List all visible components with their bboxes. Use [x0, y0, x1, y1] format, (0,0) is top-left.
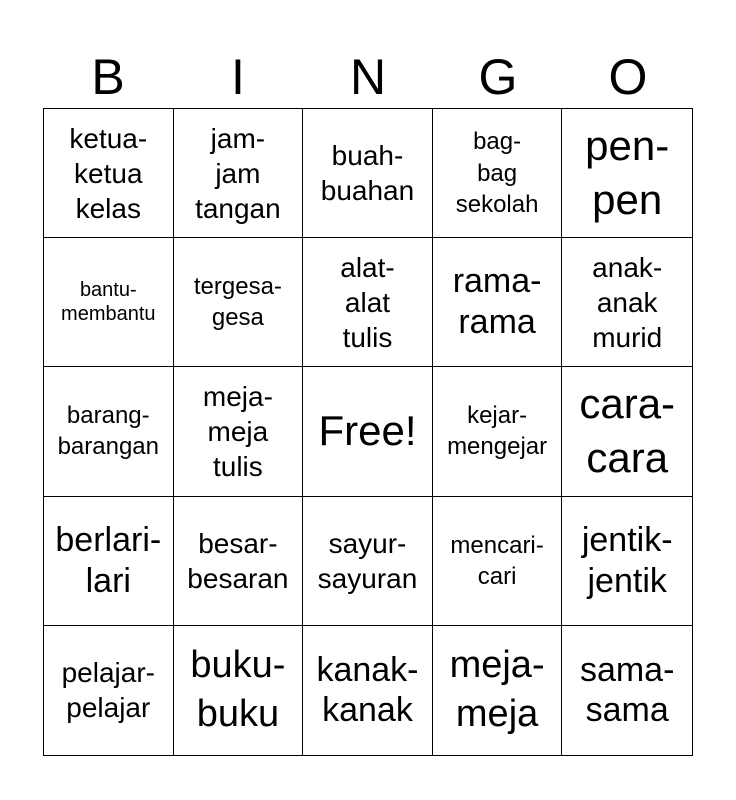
- bingo-cell-r5-c1[interactable]: [44, 626, 174, 755]
- free-space-text: Free!: [318, 407, 417, 455]
- bingo-cell-r3-c5[interactable]: [562, 367, 692, 496]
- cell-text: buku- buku: [190, 644, 286, 736]
- header-letter-g: G: [478, 49, 518, 105]
- cell-text: berlari- lari: [55, 520, 162, 600]
- header-letter-i: I: [231, 49, 245, 105]
- bingo-cell-r1-c5[interactable]: [562, 109, 692, 238]
- cell-text: meja- meja: [449, 644, 545, 736]
- bingo-cell-r3-c3-free[interactable]: [303, 367, 433, 496]
- bingo-board: [43, 108, 693, 756]
- bingo-cell-r3-c2[interactable]: [174, 367, 304, 496]
- bingo-cell-r3-c4[interactable]: [433, 367, 563, 496]
- header-letter-b: B: [91, 49, 125, 105]
- cell-text: sayur- sayuran: [317, 527, 418, 594]
- bingo-cell-r5-c3[interactable]: [303, 626, 433, 755]
- bingo-header: [43, 46, 693, 108]
- cell-text: bantu- membantu: [61, 279, 156, 326]
- cell-text: mencari- cari: [450, 531, 544, 590]
- bingo-cell-r4-c4[interactable]: [433, 497, 563, 626]
- cell-text: rama- rama: [452, 262, 542, 342]
- bingo-cell-r3-c1[interactable]: [44, 367, 174, 496]
- bingo-cell-r2-c5[interactable]: [562, 238, 692, 367]
- cell-text: buah- buahan: [320, 140, 415, 207]
- cell-text: pen- pen: [585, 121, 670, 224]
- bingo-cell-r4-c1[interactable]: [44, 497, 174, 626]
- bingo-cell-r2-c4[interactable]: [433, 238, 563, 367]
- cell-text: tergesa- gesa: [193, 273, 282, 332]
- cell-text: ketua- ketua kelas: [69, 122, 148, 224]
- cell-text: sama- sama: [579, 650, 675, 730]
- cell-text: cara- cara: [579, 379, 676, 482]
- bingo-cell-r5-c5[interactable]: [562, 626, 692, 755]
- header-letter-n: N: [349, 49, 387, 105]
- bingo-cell-r4-c5[interactable]: [562, 497, 692, 626]
- bingo-cell-r1-c4[interactable]: [433, 109, 563, 238]
- header-letter-o: O: [608, 49, 648, 105]
- cell-text: bag- bag sekolah: [455, 128, 539, 218]
- bingo-cell-r5-c4[interactable]: [433, 626, 563, 755]
- bingo-cell-r2-c1[interactable]: [44, 238, 174, 367]
- cell-text: besar- besaran: [187, 527, 289, 594]
- bingo-cell-r1-c1[interactable]: [44, 109, 174, 238]
- bingo-cell-r2-c2[interactable]: [174, 238, 304, 367]
- bingo-cell-r1-c3[interactable]: [303, 109, 433, 238]
- cell-text: kanak- kanak: [316, 650, 419, 730]
- cell-text: kejar- mengejar: [447, 402, 548, 461]
- cell-text: barang- barangan: [57, 402, 160, 461]
- bingo-cell-r1-c2[interactable]: [174, 109, 304, 238]
- cell-text: anak- anak murid: [592, 251, 663, 353]
- bingo-cell-r4-c2[interactable]: [174, 497, 304, 626]
- bingo-cell-r5-c2[interactable]: [174, 626, 304, 755]
- cell-text: pelajar- pelajar: [61, 657, 155, 724]
- bingo-cell-r2-c3[interactable]: [303, 238, 433, 367]
- cell-text: jentik- jentik: [581, 520, 673, 600]
- bingo-cell-r4-c3[interactable]: [303, 497, 433, 626]
- cell-text: alat- alat tulis: [340, 251, 395, 353]
- cell-text: jam- jam tangan: [195, 122, 281, 224]
- cell-text: meja- meja tulis: [202, 380, 273, 482]
